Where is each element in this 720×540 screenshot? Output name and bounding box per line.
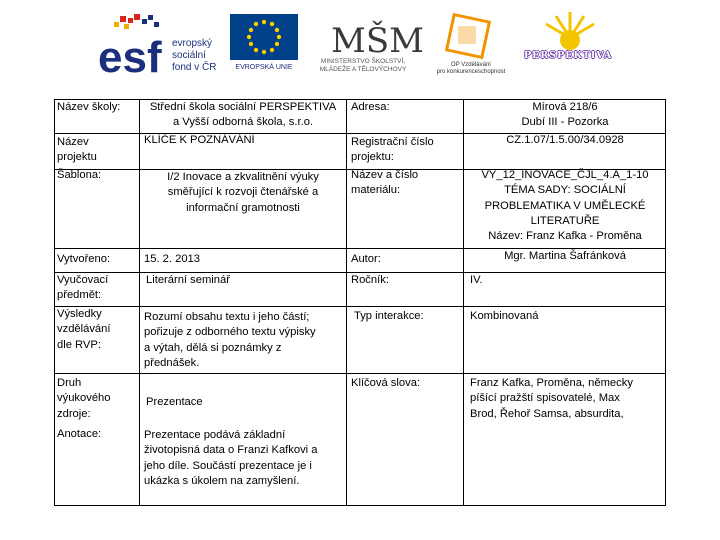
value-druh-zdroje: Prezentace — [146, 396, 203, 408]
value-typ-interakce: Kombinovaná — [470, 310, 539, 322]
svg-text:esf: esf — [98, 33, 162, 76]
label-vyucovaci-predmet: Vyučovací předmět: — [57, 274, 109, 302]
value-registracni-cislo: CZ.1.07/1.5.00/34.0928 — [506, 134, 624, 146]
value-rocnik: IV. — [470, 274, 483, 286]
eu-logo: EVROPSKÁ UNIE — [224, 14, 304, 76]
label-typ-interakce: Typ interakce: — [354, 310, 424, 322]
perspektiva-logo: PERSPEKTIVA — [520, 8, 624, 72]
op-mark-icon — [428, 12, 514, 62]
op-caption: OP Vzdělávání pro konkurenceschopnost — [436, 62, 506, 75]
msmt-logo — [303, 12, 423, 76]
label-registracni-cislo: Registrační číslo projektu: — [351, 136, 434, 164]
label-sablona: Šablona: — [57, 169, 102, 181]
value-nazev-materialu: VY_12_INOVACE_ČJL_4.A_1-10 TÉMA SADY: SOCIÁLNÍ PROBLEMATIKA V UMĚLECKÉ LITERATUŘE Název: Franz Kafka - Proměna — [481, 169, 649, 243]
label-nazev-materialu: Název a číslo materiálu: — [351, 169, 419, 197]
value-vyucovaci-predmet: Literární seminář — [146, 274, 230, 286]
label-rocnik: Ročník: — [351, 274, 389, 286]
value-nazev-skoly: Střední škola sociální PERSPEKTIVA a Vyšší odborná škola, s.r.o. — [149, 101, 337, 129]
eu-flag-icon — [224, 14, 304, 64]
value-anotace: Prezentace podává základní životopisná data o Franzi Kafkovi a jeho díle. Součástí prezentace je i ukázka s úkolem na zamyšlení. — [144, 429, 318, 487]
value-nazev-projektu: KLÍČE K POZNÁVÁNÍ — [144, 134, 255, 146]
label-autor: Autor: — [351, 253, 381, 265]
msmt-caption: MINISTERSTVO ŠKOLSTVÍ, MLÁDEŽE A TĚLOVÝCHOVY — [319, 58, 407, 73]
logo-strip — [0, 0, 720, 90]
value-klicova-slova: Franz Kafka, Proměna, německy píšící pražští spisovatelé, Max Brod, Řehoř Samsa, absurdita, — [470, 377, 633, 420]
label-nazev-projektu: Název projektu — [57, 136, 97, 164]
project-info-table — [54, 99, 666, 506]
esf-caption: evropský sociální fond v ČR — [172, 38, 217, 73]
sun-icon — [520, 8, 624, 50]
esf-logo — [98, 14, 218, 76]
label-vysledky-vzdelavani: Výsledky vzdělávání dle RVP: — [57, 308, 111, 351]
msmt-mark-icon — [303, 12, 423, 58]
op-logo — [428, 12, 514, 76]
label-anotace: Anotace: — [57, 428, 102, 440]
value-vysledky-vzdelavani: Rozumí obsahu textu i jeho částí; pořizuje z odborného textu výpisky a výtah, dělá si poznámky z přednášek. — [144, 311, 316, 369]
label-adresa: Adresa: — [351, 101, 390, 113]
svg-text:MŠMT: MŠM — [331, 21, 423, 58]
value-adresa: Mírová 218/6 Dubí III - Pozorka — [521, 101, 609, 129]
value-autor: Mgr. Martina Šafránková — [504, 250, 626, 262]
value-vytvoreno: 15. 2. 2013 — [144, 253, 200, 265]
label-klicova-slova: Klíčová slova: — [351, 377, 421, 389]
esf-mark-icon — [98, 14, 170, 76]
label-vytvoreno: Vytvořeno: — [57, 253, 111, 265]
label-druh-zdroje: Druh výukového zdroje: — [57, 377, 111, 420]
value-sablona: I/2 Inovace a zkvalitnění výuky směřující k rozvoji čtenářské a informační gramotnosti — [167, 171, 319, 214]
label-nazev-skoly: Název školy: — [57, 101, 121, 113]
